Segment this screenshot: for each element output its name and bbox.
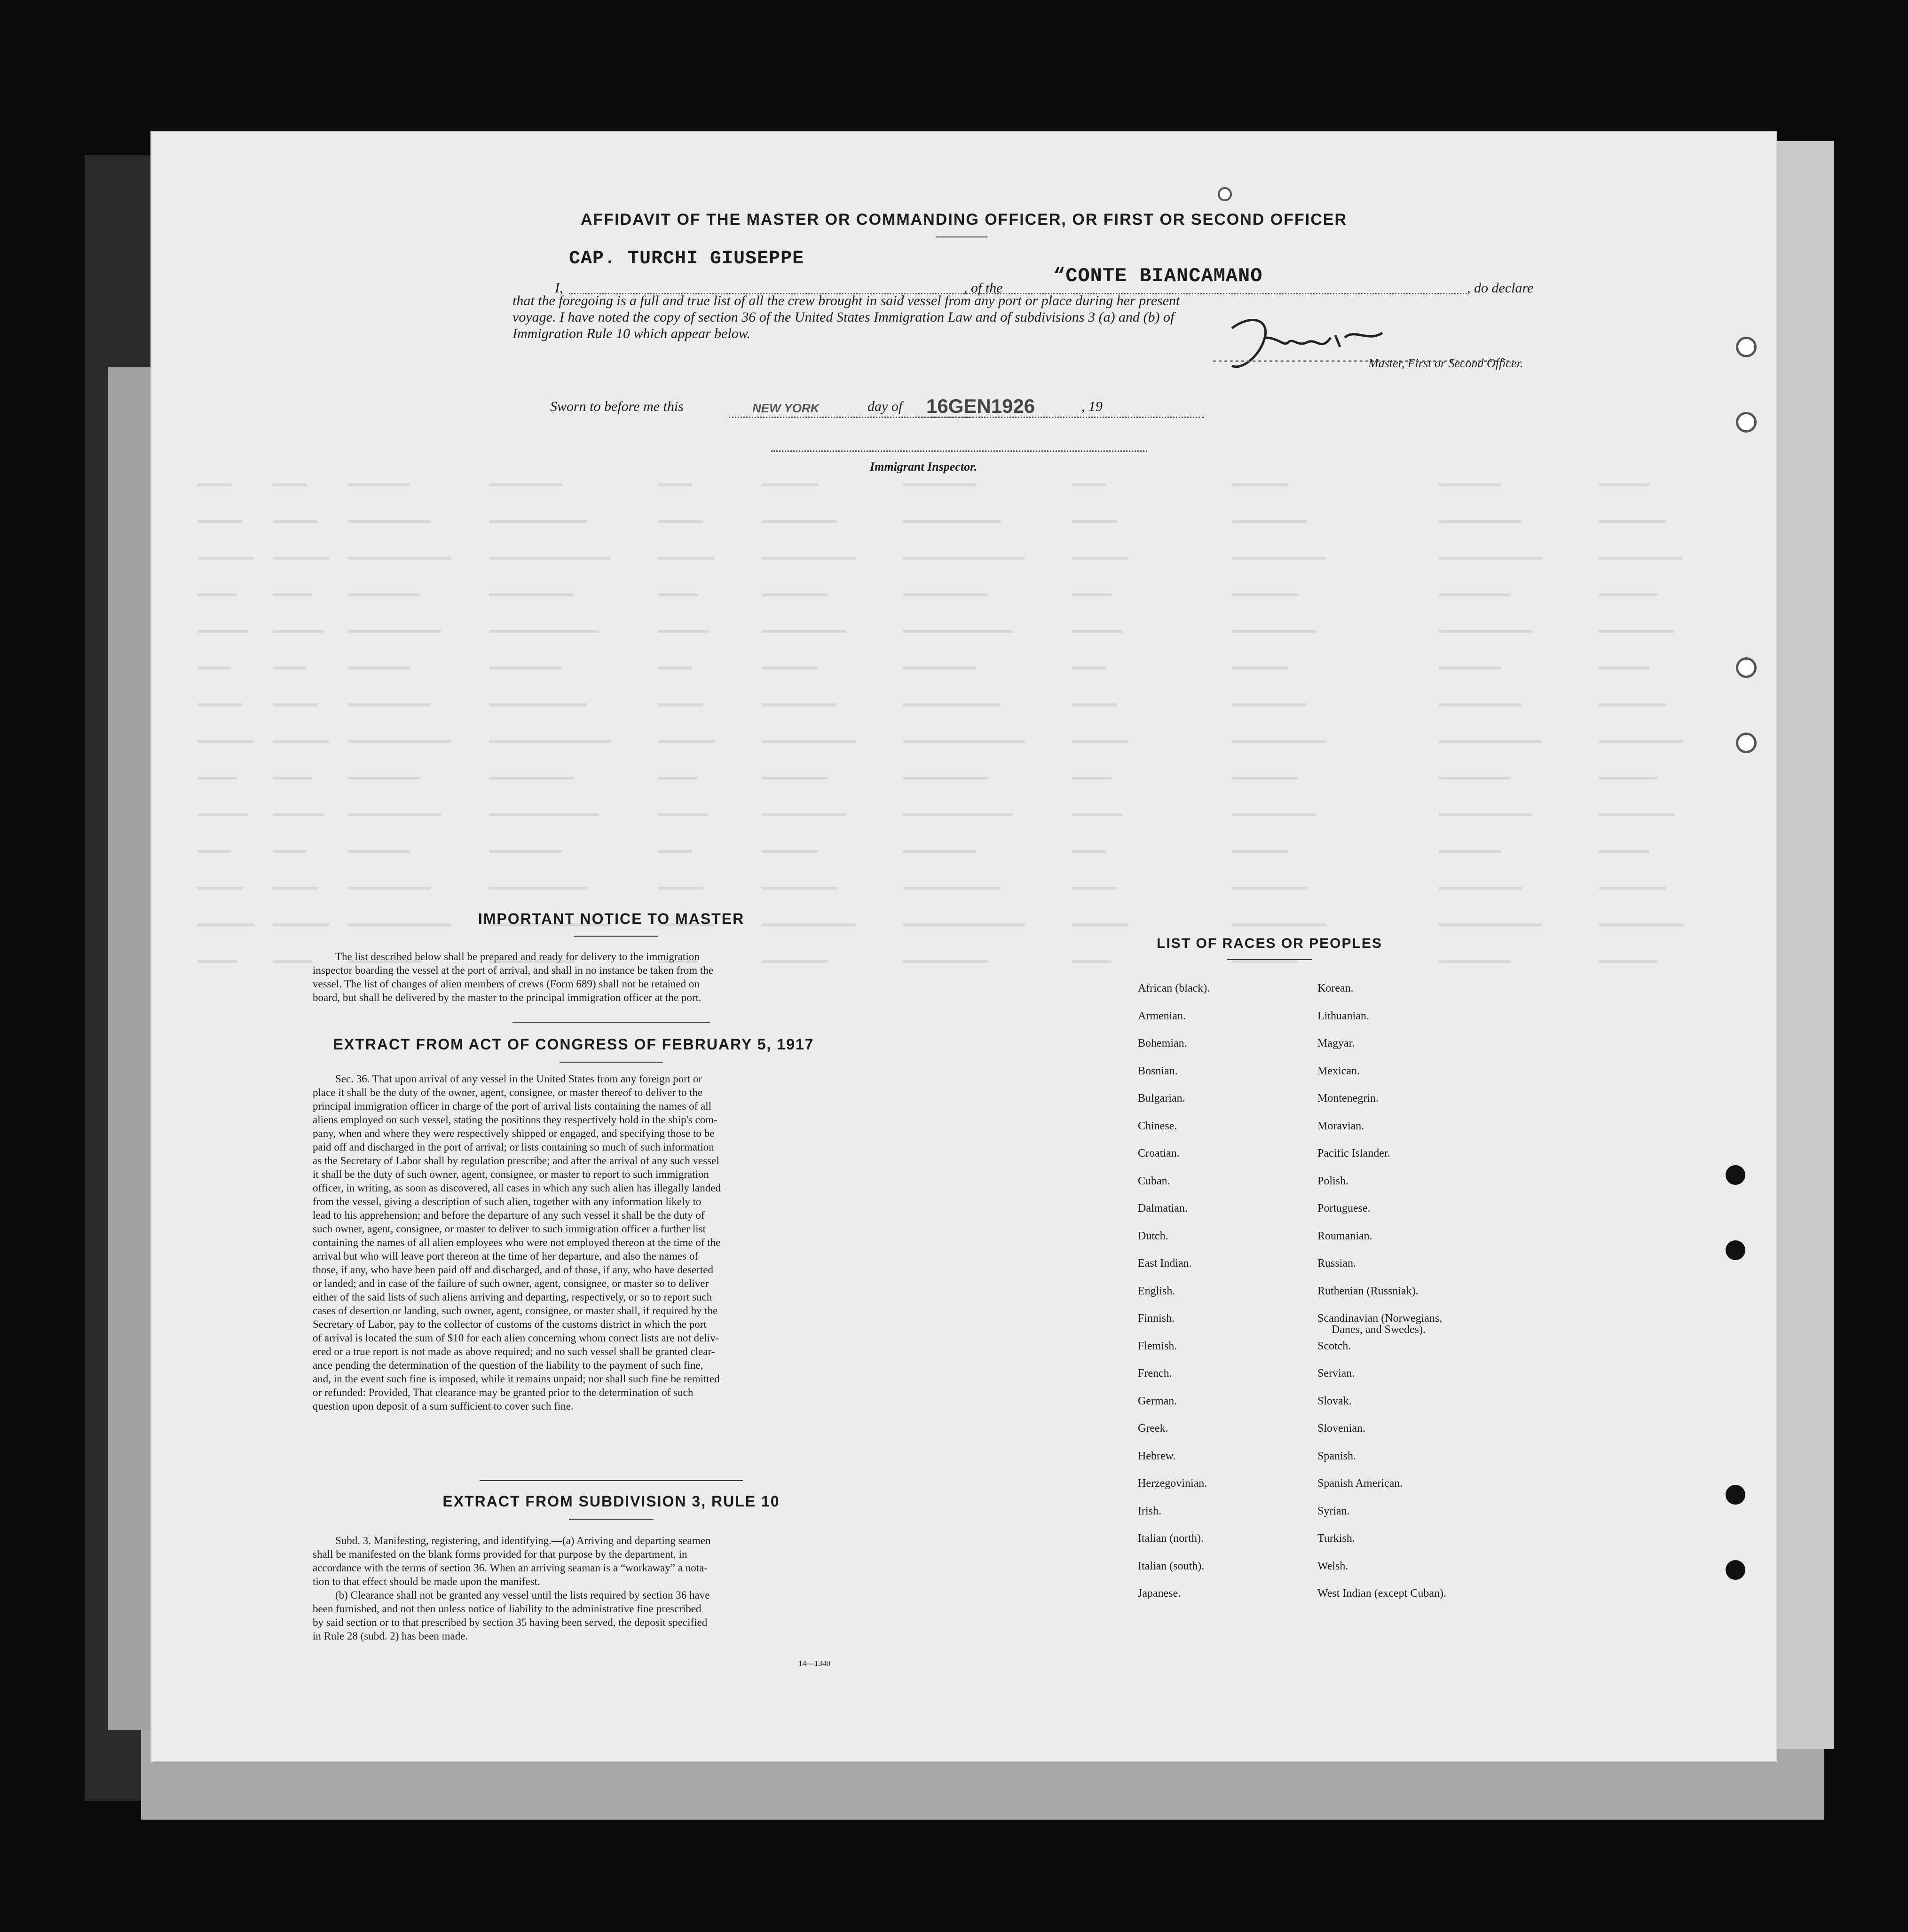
notice-line: The list described below shall be prepared and ready for delivery to the immigration — [335, 951, 700, 962]
bleed-through-mark — [1599, 960, 1658, 963]
bleed-through-mark — [762, 520, 837, 523]
bleed-through-mark — [489, 740, 611, 743]
race-item: Herzegovinian. — [1138, 1477, 1207, 1490]
bleed-through-mark — [273, 630, 323, 633]
race-item: Slovenian. — [1317, 1422, 1365, 1435]
bleed-through-mark — [1439, 740, 1542, 743]
bleed-through-mark — [348, 557, 451, 560]
bleed-through-mark — [1232, 593, 1298, 596]
bleed-through-mark — [762, 777, 828, 780]
race-item: Lithuanian. — [1317, 1009, 1369, 1022]
bleed-through-mark — [903, 813, 1013, 816]
act-line: pany, when and where they were respectively shipped or engaged, and specifying those to be — [313, 1128, 715, 1139]
bleed-through-mark — [273, 960, 312, 963]
race-item: Cuban. — [1138, 1175, 1170, 1187]
act-line: principal immigration officer in charge of the port of arrival lists containing the names of all — [313, 1100, 711, 1112]
bleed-through-mark — [348, 850, 410, 853]
affidavit-line-4: Immigration Rule 10 which appear below. — [512, 326, 751, 341]
bleed-through-mark — [273, 850, 307, 853]
form-number: 14—1340 — [798, 1659, 830, 1668]
bleed-through-mark — [348, 740, 451, 743]
act-line: Sec. 36. That upon arrival of any vessel in the United States from any foreign port or — [335, 1073, 702, 1085]
race-item: Ruthenian (Russniak). — [1317, 1285, 1419, 1297]
act-line: from the vessel, giving a description of such alien, together with any information likely to — [313, 1196, 702, 1207]
bleed-through-mark — [762, 630, 846, 633]
act-line: or refunded: Provided, That clearance may be granted prior to the determination of such — [313, 1387, 694, 1398]
act-rule — [480, 1480, 743, 1481]
act-line: those, if any, who have been paid off and discharged, and of those, if any, who have deserted — [313, 1264, 714, 1276]
race-item: Spanish. — [1317, 1450, 1356, 1462]
bleed-through-mark — [489, 850, 562, 853]
act-line: cases of desertion or landing, such owner, agent, consignee, or master shall, if required by the — [313, 1305, 718, 1317]
act-line: as the Secretary of Labor shall by regulation prescribe; and after the arrival of any such vessel — [313, 1155, 719, 1167]
bleed-through-mark — [1072, 850, 1106, 853]
bleed-through-mark — [762, 593, 828, 596]
signature-caption: Master, First or Second Officer. — [1368, 356, 1523, 370]
bleed-through-mark — [1439, 557, 1542, 560]
bleed-through-mark — [489, 703, 587, 706]
bleed-through-mark — [658, 520, 703, 523]
bleed-through-mark — [273, 557, 329, 560]
race-item: Dutch. — [1138, 1230, 1168, 1242]
race-item: Italian (north). — [1138, 1532, 1204, 1545]
bleed-through-mark — [197, 667, 231, 670]
bleed-through-mark — [658, 850, 692, 853]
rule-heading-rule — [569, 1519, 654, 1520]
vessel-name: “CONTE BIANCAMANO — [1053, 265, 1263, 287]
act-line: containing the names of all alien employees who were not employed thereon at the time of the — [313, 1237, 721, 1248]
race-item: Portuguese. — [1317, 1202, 1371, 1214]
bleed-through-mark — [489, 520, 587, 523]
bleed-through-mark — [1599, 630, 1675, 633]
do-declare-label: , do declare — [1467, 280, 1534, 296]
affidavit-line-3: voyage. I have noted the copy of section 36 of the United States Immigration Law and of subdivisions 3 (a) and (b) of — [512, 309, 1175, 325]
bleed-through-mark — [1232, 703, 1307, 706]
rule-line: in Rule 28 (subd. 2) has been made. — [313, 1630, 468, 1642]
act-line: arrival but who will leave port thereon at the time of her departure, and also the names of — [313, 1250, 699, 1262]
bleed-through-mark — [1072, 923, 1128, 926]
bleed-through-mark — [197, 557, 254, 560]
bleed-through-mark — [1599, 813, 1675, 816]
bleed-through-mark — [1072, 520, 1117, 523]
day-of-label: day of — [867, 399, 903, 414]
bleed-through-mark — [197, 703, 243, 706]
race-item: German. — [1138, 1395, 1177, 1407]
underlying-sheet-left-edge — [108, 367, 155, 1730]
bleed-through-mark — [348, 520, 431, 523]
master-name: CAP. TURCHI GIUSEPPE — [569, 248, 804, 269]
bleed-through-mark — [1232, 887, 1307, 890]
bleed-through-mark — [1439, 667, 1501, 670]
rule-line: by said section or to that prescribed by section 35 having been served, the deposit specified — [313, 1617, 708, 1628]
bleed-through-mark — [197, 740, 254, 743]
bleed-through-mark — [1232, 777, 1298, 780]
act-heading: EXTRACT FROM ACT OF CONGRESS OF FEBRUARY 5, 1917 — [333, 1036, 814, 1053]
bleed-through-mark — [1232, 630, 1317, 633]
notice-heading-rule — [574, 936, 658, 937]
bleed-through-mark — [489, 777, 575, 780]
race-item: Italian (south). — [1138, 1560, 1205, 1572]
bleed-through-mark — [1439, 813, 1532, 816]
race-item: Greek. — [1138, 1422, 1168, 1435]
bleed-through-mark — [658, 630, 709, 633]
sworn-label: Sworn to before me this — [550, 399, 684, 414]
notice-line: vessel. The list of changes of alien members of crews (Form 689) shall not be retained on — [313, 978, 700, 990]
binder-hole-5 — [1726, 1165, 1745, 1185]
bleed-through-mark — [1072, 740, 1128, 743]
of-the-label: , of the — [964, 280, 1003, 296]
bleed-through-mark — [1232, 667, 1288, 670]
bleed-through-mark — [658, 813, 709, 816]
bleed-through-mark — [273, 667, 307, 670]
bleed-through-mark — [348, 887, 431, 890]
binder-hole-8 — [1726, 1560, 1745, 1580]
race-item: English. — [1138, 1285, 1175, 1297]
race-item: Croatian. — [1138, 1147, 1180, 1159]
bleed-through-mark — [489, 557, 611, 560]
act-line: such owner, agent, consignee, or master to deliver to such immigration officer a further list — [313, 1223, 706, 1235]
race-item: Irish. — [1138, 1505, 1161, 1517]
bleed-through-mark — [1232, 813, 1317, 816]
bleed-through-mark — [1599, 887, 1666, 890]
bleed-through-mark — [903, 483, 976, 486]
act-line: paid off and discharged in the port of arrival; or lists containing so much of such information — [313, 1141, 714, 1153]
bleed-through-mark — [197, 630, 248, 633]
act-line: it shall be the duty of such owner, agent, consignee, or master to report to such immigration — [313, 1168, 709, 1180]
race-item: Bulgarian. — [1138, 1092, 1185, 1104]
bleed-through-mark — [1232, 960, 1298, 963]
bleed-through-mark — [1072, 593, 1112, 596]
binder-hole-4 — [1736, 733, 1757, 753]
bleed-through-mark — [1439, 887, 1522, 890]
race-item: Magyar. — [1317, 1037, 1355, 1049]
race-item: West Indian (except Cuban). — [1317, 1587, 1446, 1600]
race-item: Moravian. — [1317, 1120, 1364, 1132]
bleed-through-mark — [1599, 593, 1658, 596]
act-line: of arrival is located the sum of $10 for each alien concerning whom correct lists are not deliv- — [313, 1332, 719, 1344]
affidavit-line-2: that the foregoing is a full and true list of all the crew brought in said vessel from any port or place during her present — [512, 293, 1180, 308]
race-item: Syrian. — [1317, 1505, 1350, 1517]
bleed-through-mark — [197, 887, 243, 890]
bleed-through-mark — [1232, 850, 1288, 853]
bleed-through-mark — [1599, 667, 1649, 670]
race-item: East Indian. — [1138, 1257, 1192, 1270]
act-line: place it shall be the duty of the owner, agent, consignee, or master thereof to deliver to the — [313, 1087, 703, 1098]
date-line — [922, 417, 1204, 418]
race-item: Bohemian. — [1138, 1037, 1187, 1049]
race-item: Bosnian. — [1138, 1065, 1178, 1077]
race-item: African (black). — [1138, 982, 1210, 994]
bleed-through-mark — [658, 703, 703, 706]
bleed-through-mark — [197, 483, 231, 486]
act-line: and, in the event such fine is imposed, while it remains unpaid; nor shall such fine be remitted — [313, 1373, 720, 1385]
race-item: Spanish American. — [1317, 1477, 1403, 1490]
bleed-through-mark — [903, 593, 988, 596]
bleed-through-mark — [273, 887, 318, 890]
rule-body — [313, 1534, 839, 1643]
rule-line: shall be manifested on the blank forms provided for that purpose by the department, in — [313, 1548, 687, 1560]
notice-rule — [512, 1022, 710, 1023]
rule-line: tion to that effect should be made upon the manifest. — [313, 1576, 540, 1587]
inspector-signature-line — [771, 450, 1147, 452]
race-item: Finnish. — [1138, 1312, 1175, 1325]
bleed-through-mark — [658, 887, 703, 890]
act-body — [313, 1072, 839, 1413]
binder-hole-3 — [1736, 657, 1757, 678]
act-line: aliens employed on such vessel, stating the positions they respectively hold in the ship's com- — [313, 1114, 717, 1126]
bleed-through-mark — [1072, 557, 1128, 560]
race-item: Dalmatian. — [1138, 1202, 1188, 1214]
binder-hole-top — [1218, 187, 1232, 201]
bleed-through-mark — [273, 777, 312, 780]
bleed-through-mark — [197, 520, 243, 523]
bleed-through-mark — [1072, 960, 1112, 963]
affidavit-title: AFFIDAVIT OF THE MASTER OR COMMANDING OFFICER, OR FIRST OR SECOND OFFICER — [581, 211, 1347, 229]
binder-hole-2 — [1736, 412, 1757, 433]
act-line: officer, in writing, as soon as discovered, all cases in which any such alien has illegally landed — [313, 1182, 721, 1194]
bleed-through-mark — [348, 593, 420, 596]
bleed-through-mark — [489, 667, 562, 670]
rule-line: Subd. 3. Manifesting, registering, and identifying.—(a) Arriving and departing seamen — [335, 1535, 711, 1546]
bleed-through-mark — [273, 483, 307, 486]
race-item: Montenegrin. — [1317, 1092, 1379, 1104]
act-line: or landed; and in case of the failure of such owner, agent, consignee, or master so to deliver — [313, 1277, 709, 1289]
race-item: Hebrew. — [1138, 1450, 1176, 1462]
bleed-through-mark — [762, 557, 856, 560]
bleed-through-mark — [273, 520, 318, 523]
races-heading-rule — [1227, 959, 1312, 960]
affidavit-page — [150, 131, 1777, 1762]
bleed-through-mark — [1072, 777, 1112, 780]
race-item: Scandinavian (Norwegians, Danes, and Swedes). — [1317, 1312, 1443, 1336]
bleed-through-mark — [273, 703, 318, 706]
bleed-through-mark — [658, 777, 698, 780]
bleed-through-mark — [1072, 813, 1123, 816]
race-item: Pacific Islander. — [1317, 1147, 1390, 1159]
bleed-through-mark — [762, 703, 837, 706]
bleed-through-mark — [1232, 557, 1326, 560]
bleed-through-mark — [658, 557, 715, 560]
race-item: Armenian. — [1138, 1009, 1186, 1022]
race-item: Flemish. — [1138, 1340, 1177, 1352]
act-line: either of the said lists of such aliens arriving and departing, respectively, or so to report such — [313, 1291, 712, 1303]
bleed-through-mark — [197, 850, 231, 853]
race-item: Turkish. — [1317, 1532, 1355, 1545]
bleed-through-mark — [489, 630, 599, 633]
bleed-through-mark — [903, 630, 1013, 633]
bleed-through-mark — [348, 483, 410, 486]
race-item: Roumanian. — [1317, 1230, 1372, 1242]
bleed-through-mark — [903, 887, 1001, 890]
bleed-through-mark — [197, 923, 254, 926]
act-line: ance pending the determination of the question of the liability to the payment of such fine, — [313, 1359, 703, 1371]
bleed-through-mark — [658, 483, 692, 486]
bleed-through-mark — [1232, 740, 1326, 743]
bleed-through-mark — [903, 520, 1001, 523]
sworn-place-stamp: NEW YORK — [752, 401, 820, 415]
bleed-through-mark — [658, 667, 692, 670]
binder-hole-6 — [1726, 1240, 1745, 1260]
bleed-through-mark — [348, 703, 431, 706]
race-item: Servian. — [1317, 1367, 1355, 1380]
bleed-through-mark — [658, 593, 698, 596]
bleed-through-mark — [1599, 703, 1666, 706]
act-line: question upon deposit of a sum sufficient to cover such fine. — [313, 1400, 574, 1412]
bleed-through-mark — [1599, 850, 1649, 853]
bleed-through-mark — [762, 667, 818, 670]
bleed-through-mark — [1232, 483, 1288, 486]
bleed-through-mark — [197, 777, 237, 780]
inspector-caption: Immigrant Inspector. — [870, 460, 978, 473]
bleed-through-mark — [1439, 703, 1522, 706]
race-item: Russian. — [1317, 1257, 1356, 1270]
bleed-through-mark — [197, 813, 248, 816]
bleed-through-mark — [489, 483, 562, 486]
bleed-through-mark — [1439, 923, 1542, 926]
bleed-through-mark — [762, 850, 818, 853]
bleed-through-mark — [1439, 850, 1501, 853]
bleed-through-mark — [1072, 703, 1117, 706]
bleed-through-mark — [197, 960, 237, 963]
bleed-through-mark — [348, 667, 410, 670]
bleed-through-mark — [348, 777, 420, 780]
race-item: Polish. — [1317, 1175, 1349, 1187]
bleed-through-mark — [273, 740, 329, 743]
date-stamp: 16GEN1926 — [926, 395, 1035, 417]
act-heading-rule — [560, 1062, 663, 1063]
bleed-through-mark — [489, 593, 575, 596]
bleed-through-mark — [1599, 740, 1683, 743]
bleed-through-mark — [197, 593, 237, 596]
notice-line: inspector boarding the vessel at the port of arrival, and shall in no instance be taken from the — [313, 964, 714, 976]
bleed-through-mark — [1439, 960, 1511, 963]
bleed-through-mark — [1439, 593, 1511, 596]
race-item: Japanese. — [1138, 1587, 1181, 1600]
bleed-through-mark — [1232, 520, 1307, 523]
bleed-through-mark — [903, 777, 988, 780]
bleed-through-mark — [1072, 483, 1106, 486]
bleed-through-mark — [762, 740, 856, 743]
race-item: Welsh. — [1317, 1560, 1348, 1572]
bleed-through-mark — [1599, 483, 1649, 486]
bleed-through-mark — [489, 813, 599, 816]
bleed-through-mark — [1599, 520, 1666, 523]
bleed-through-mark — [273, 923, 329, 926]
bleed-through-mark — [1599, 777, 1658, 780]
bleed-through-mark — [903, 850, 976, 853]
bleed-through-mark — [903, 740, 1025, 743]
bleed-through-mark — [1439, 483, 1501, 486]
notice-heading: IMPORTANT NOTICE TO MASTER — [478, 910, 745, 927]
notice-body — [313, 950, 839, 1004]
races-heading: LIST OF RACES OR PEOPLES — [1157, 936, 1382, 951]
race-item: Scotch. — [1317, 1340, 1351, 1352]
race-item: French. — [1138, 1367, 1172, 1380]
bleed-through-mark — [1072, 667, 1106, 670]
bleed-through-mark — [1439, 777, 1511, 780]
bleed-through-mark — [1072, 887, 1117, 890]
bleed-through-mark — [903, 667, 976, 670]
race-item: Chinese. — [1138, 1120, 1177, 1132]
notice-line: board, but shall be delivered by the master to the principal immigration officer at the port. — [313, 992, 702, 1003]
bleed-through-mark — [903, 960, 988, 963]
race-item: Mexican. — [1317, 1065, 1360, 1077]
binder-hole-1 — [1736, 337, 1757, 357]
race-item: Slovak. — [1317, 1395, 1352, 1407]
bleed-through-mark — [1599, 557, 1683, 560]
bleed-through-mark — [273, 593, 312, 596]
act-line: Secretary of Labor, pay to the collector of customs of the customs district in which the port — [313, 1318, 707, 1330]
rule-line: (b) Clearance shall not be granted any vessel until the lists required by section 36 have — [335, 1589, 710, 1601]
bleed-through-mark — [1599, 923, 1683, 926]
bleed-through-mark — [348, 813, 441, 816]
bleed-through-mark — [348, 630, 441, 633]
year-suffix: , 19 — [1081, 399, 1103, 414]
bleed-through-mark — [762, 813, 846, 816]
bleed-through-mark — [489, 887, 587, 890]
i-label: I, — [555, 280, 563, 296]
rule-line: accordance with the terms of section 36. When an arriving seaman is a “workaway” a nota- — [313, 1562, 708, 1574]
bleed-through-mark — [903, 923, 1025, 926]
bleed-through-mark — [903, 557, 1025, 560]
binder-hole-7 — [1726, 1485, 1745, 1505]
bleed-through-mark — [1072, 630, 1123, 633]
bleed-through-mark — [273, 813, 323, 816]
race-item: Korean. — [1317, 982, 1354, 994]
rule-heading: EXTRACT FROM SUBDIVISION 3, RULE 10 — [442, 1493, 780, 1510]
bleed-through-mark — [1439, 520, 1522, 523]
bleed-through-mark — [762, 483, 818, 486]
act-line: ered or a true report is not made as above required; and no such vessel shall be granted clear- — [313, 1346, 715, 1357]
bleed-through-mark — [903, 703, 1001, 706]
bleed-through-mark — [762, 887, 837, 890]
bleed-through-mark — [1232, 923, 1326, 926]
act-line: lead to his apprehension; and before the departure of any such vessel it shall be the duty of — [313, 1209, 705, 1221]
bleed-through-mark — [1439, 630, 1532, 633]
bleed-through-mark — [658, 740, 715, 743]
rule-line: been furnished, and not then unless notice of liability to the administrative fine prescribed — [313, 1603, 702, 1615]
